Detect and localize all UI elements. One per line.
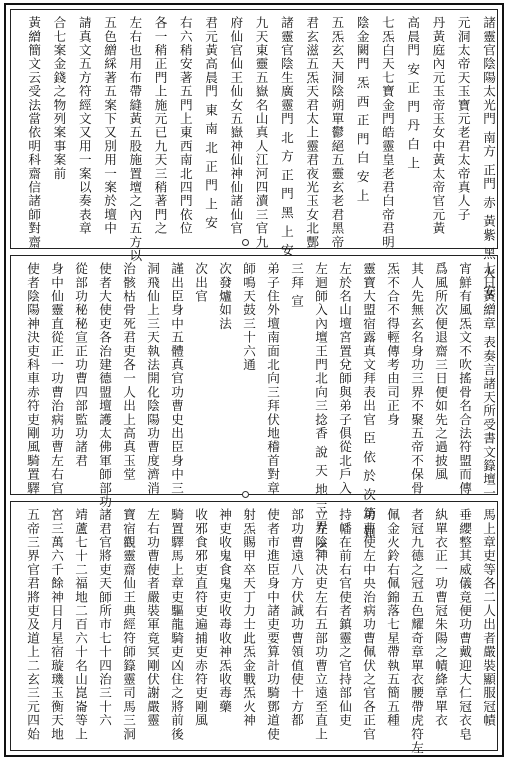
text-column: 君元黃高晨門 東 南 北 正 門 上 安 [203, 16, 219, 230]
text-column: 君玄滋五炁天君太上靈君夜光玉女北酆 [304, 16, 320, 249]
text-column: 請真文五方符經文又用一案以奏表章 [76, 16, 92, 236]
text-column: 者冠九德之冠五色耀奇章單衣腰帶虎符左 [409, 508, 424, 755]
text-column: 炁不合不得輕傳考由司正身 [385, 262, 400, 427]
text-column: 持幡在前右官使者鎮靈之官持部仙吏 [337, 508, 352, 728]
text-column: 師鳴天鼓三十六通 [241, 262, 256, 372]
text-column: 五帝三界官君將吏及道上二玄三元四始 [25, 508, 40, 741]
text-section-middle [10, 255, 498, 553]
text-column: 射炁賜甲卒天丁力士此炁金戰炁火神 [241, 508, 256, 728]
text-column: 紈單衣正一功曹冠朱陽之幘絳章單衣 [433, 508, 448, 728]
text-column: 合七案金錢之物列案事案前 [51, 16, 67, 181]
text-column: 左右功曹使者嚴裝軍竟冥剛伏謝嚴靈 [145, 508, 160, 728]
text-column: 左迴師入內壇王門北向三捻香 說 天 地 三 界 之 [313, 262, 328, 553]
text-column: 靈寶大盟宿露真文拜表出官 臣 依 於 次 第 如 [361, 262, 376, 540]
text-column: 丹黃庭內元玉帝玉女中黃太帝官元黃 [430, 16, 446, 236]
text-column: 收邪食邪吏直符吏遍捕吏赤符吏剛風 [193, 508, 208, 728]
text-column: 五炁玄天洞陰朔單鬱絕五靈玄老君黑帝 [329, 16, 345, 249]
text-column: 謹出臣身中五體真官功曹史出臣身中三 [169, 262, 184, 495]
text-column: 左右也用布帶縫黃五股施置壇之內五方以 [127, 16, 143, 263]
text-column: 寶宿觀靈齋仙王典經符師籙靈司馬三洞 [121, 508, 136, 741]
text-column: 神吏收鬼食鬼吏收毒收神炁收毒藥 [217, 508, 232, 714]
text-column: 七日黃繒章 表奏言諸天所受書文籙壇一 [481, 262, 496, 501]
text-column: 七炁白天七寶金門皓靈皇老君白帝君明 [379, 16, 395, 249]
text-column: 從部功秘秘宣正功曹四部監功諸君 [73, 262, 88, 468]
text-column: 其人先無玄名身功三界不聚五帝不保骨 [409, 262, 424, 495]
text-column: 馬上章吏等各二人出者嚴裝顯服冠幘 [481, 508, 496, 728]
text-column: 次出官 [193, 262, 208, 304]
punctuation-mark [242, 491, 249, 498]
scripture-page [4, 3, 504, 757]
punctuation-mark [242, 239, 249, 246]
text-column: 三拜 宣 [289, 262, 304, 309]
text-column: 黃繒簡文云受法當依明科齋信諸師對齋 [26, 16, 42, 249]
text-column: 部功曹遠八方伏誠功曹領值使十方都 [289, 508, 304, 728]
text-column: 宮三萬六千餘神日月星宿璇璣玉衡天地 [49, 508, 64, 741]
text-column: 靖蘆七十二福地二百六十名山崑崙等上 [73, 508, 88, 741]
text-column: 爲風所次便退齋三日便如先之過披風 [433, 262, 448, 482]
text-column: 元洞太帝天玉寶元老君太帝真人子 [455, 16, 471, 222]
text-column: 騎置驛馬上章吏驅龍騎吏凶住之將前後 [169, 508, 184, 741]
text-column: 陰金闕門 炁 西 正 門 白 安 上 [354, 16, 370, 203]
text-column: 府仙官仙王仙女五嶽神仙神仙諸仙官 [228, 16, 244, 236]
text-column: 九天東靈五嶽名山真人江河四瀆三官九 [253, 16, 269, 249]
text-column: 左於名山壇宮置兌師與弟子俱從北戶入 [337, 262, 352, 495]
text-column: 身中仙靈直從正一功曹治病功曹左右官 [49, 262, 64, 495]
text-section-bottom [10, 501, 498, 755]
text-column: 五色繒綵著五案下又別用一案於壇中 [102, 16, 118, 236]
text-column: 宵鮮有風炁文不吹搖骨名合法符盟而傳 [457, 262, 472, 495]
text-column: 洞飛仙上三天執法開化陰陽功曹度濟消 [145, 262, 160, 495]
text-column: 高晨門 安 正 門 丹 白 上 [405, 16, 421, 170]
text-column: 諸靈官陰陽太光門 南方 正門 赤 黃紫 黑 火 安 [481, 16, 496, 299]
text-column: 次發爐如法 [217, 262, 232, 331]
text-column: 諸君官將吏天師所市七十四治三十六 [97, 508, 112, 728]
text-column: 弟子住外壇南面北向三拜伏地稽首對章 [265, 262, 280, 495]
text-column: 各一稍正門上施元已九天三稍著門之 [152, 16, 168, 236]
text-column: 右六稍安著五門上東西南北四門依位 [177, 16, 193, 236]
text-column: 佩金火鈴右佩錦落七星帶執五簡五種 [385, 508, 400, 728]
text-column: 使者大使吏各治建德盟壇護太佛軍師部功 [97, 262, 112, 509]
text-column: 立左陰神决吏左右五部功曹立遠至直上 [313, 508, 328, 741]
text-column: 垂纓整其威儀竟便功曹戴迎大仁冠衣皂 [457, 508, 472, 741]
text-column: 治骸枯骨死君吏各一人出上高真玉堂 [121, 262, 136, 482]
text-column: 功曹使左中央治病功曹佩伏之官各正官 [361, 508, 376, 741]
text-column: 使者市進臣身中諸吏要算計功騎鄧道使 [265, 508, 280, 741]
text-column: 諸靈官陰生廣靈門 北 方 正 門 黑 上 安 [278, 16, 294, 258]
text-column: 使者陰陽神決吏科車赤符吏剛風騎置驛 [25, 262, 40, 495]
